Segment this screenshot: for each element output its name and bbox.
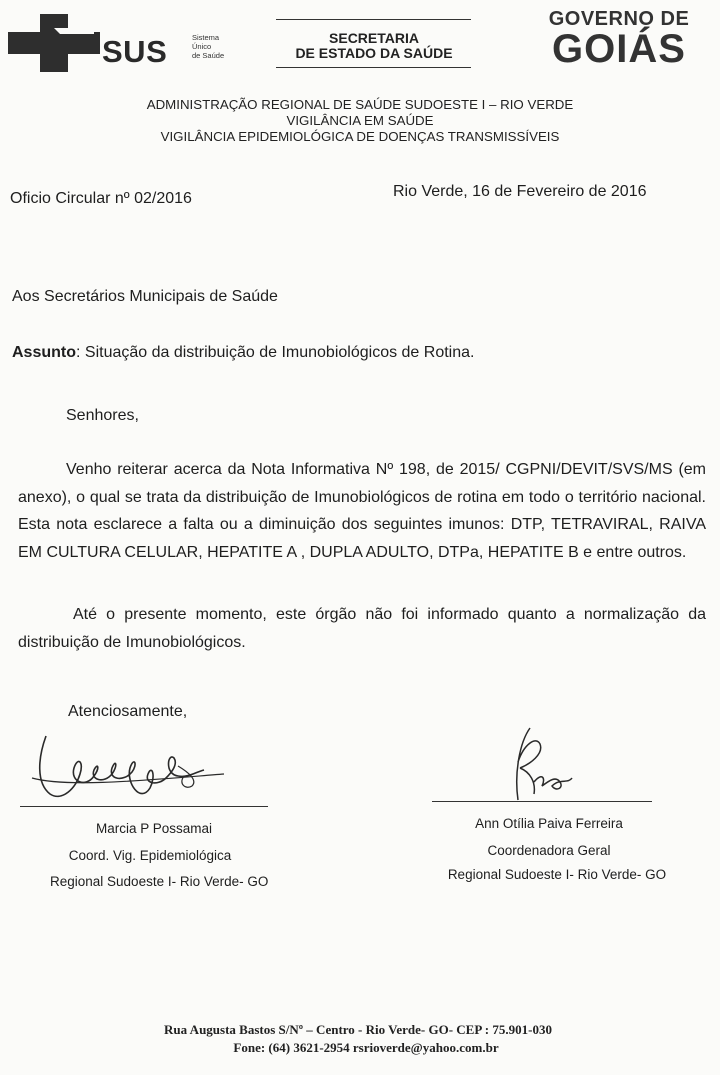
right-signature-line (432, 801, 652, 802)
salutation: Senhores, (66, 407, 139, 424)
paragraph-1: Venho reiterar acerca da Nota Informativa Nº 198, de 2015/ CGPNI/DEVIT/SVS/MS (em anexo), o qual se trata da distribuição de Imunobiológicos de rotina em todo o território nacional. Esta nota esclarece a falta ou a diminuição dos seguintes imunos: DTP, TETRAVIRAL, RAIVA EM CULTURA CELULAR, HEPATITE A , DUPLA ADULTO, DTPa, HEPATITE B e entre outros. (18, 461, 706, 561)
closing: Atenciosamente, (68, 703, 188, 720)
org-line-2: VIGILÂNCIA EM SAÚDE (286, 113, 434, 128)
right-signer-role: Coordenadora Geral (487, 843, 611, 858)
left-signature-line (20, 806, 268, 807)
left-signer-role: Coord. Vig. Epidemiológica (68, 848, 232, 863)
footer-address: Rua Augusta Bastos S/Nº – Centro - Rio Verde- GO- CEP : 75.901-030 (164, 1022, 552, 1037)
subject-line (12, 344, 474, 362)
governo-line1: GOVERNO DE (548, 8, 690, 30)
left-signer-unit: Regional Sudoeste I- Rio Verde- GO (50, 874, 269, 889)
sus-subtitle: Sistema Único de Saúde (192, 33, 225, 60)
governo-line2: GOIÁS (552, 27, 686, 71)
subject-text: : Situação da distribuição de Imunobiológicos de Rotina. (76, 344, 475, 361)
sus-wordmark: SUS (102, 34, 168, 69)
footer-contact: Fone: (64) 3621-2954 rsrioverde@yahoo.com.br (233, 1040, 499, 1055)
recipient: Aos Secretários Municipais de Saúde (12, 288, 278, 305)
subject-label: Assunto (12, 344, 76, 361)
paragraph-2: Até o presente momento, este órgão não foi informado quanto a normalização da distribuição de Imunobiológicos. (18, 606, 706, 651)
org-line-1: ADMINISTRAÇÃO REGIONAL DE SAÚDE SUDOESTE I – RIO VERDE (146, 97, 574, 112)
secretaria-logo: SECRETARIA DE ESTADO DA SAÚDE (295, 30, 453, 61)
left-signer-name: Marcia P Possamai (95, 821, 213, 836)
place-date: Rio Verde, 16 de Fevereiro de 2016 (393, 183, 647, 200)
sus-cross-icon (8, 14, 100, 72)
right-signer-name: Ann Otília Paiva Ferreira (475, 816, 623, 831)
org-line-3: VIGILÂNCIA EPIDEMIOLÓGICA DE DOENÇAS TRANSMISSÍVEIS (160, 129, 560, 144)
right-signer-unit: Regional Sudoeste I- Rio Verde- GO (447, 867, 667, 882)
oficio-number: Oficio Circular nº 02/2016 (10, 190, 192, 207)
left-handwritten-signature (28, 728, 248, 808)
secretaria-rule-top (276, 19, 471, 20)
right-handwritten-signature (490, 722, 610, 812)
secretaria-rule-bottom (276, 67, 471, 68)
